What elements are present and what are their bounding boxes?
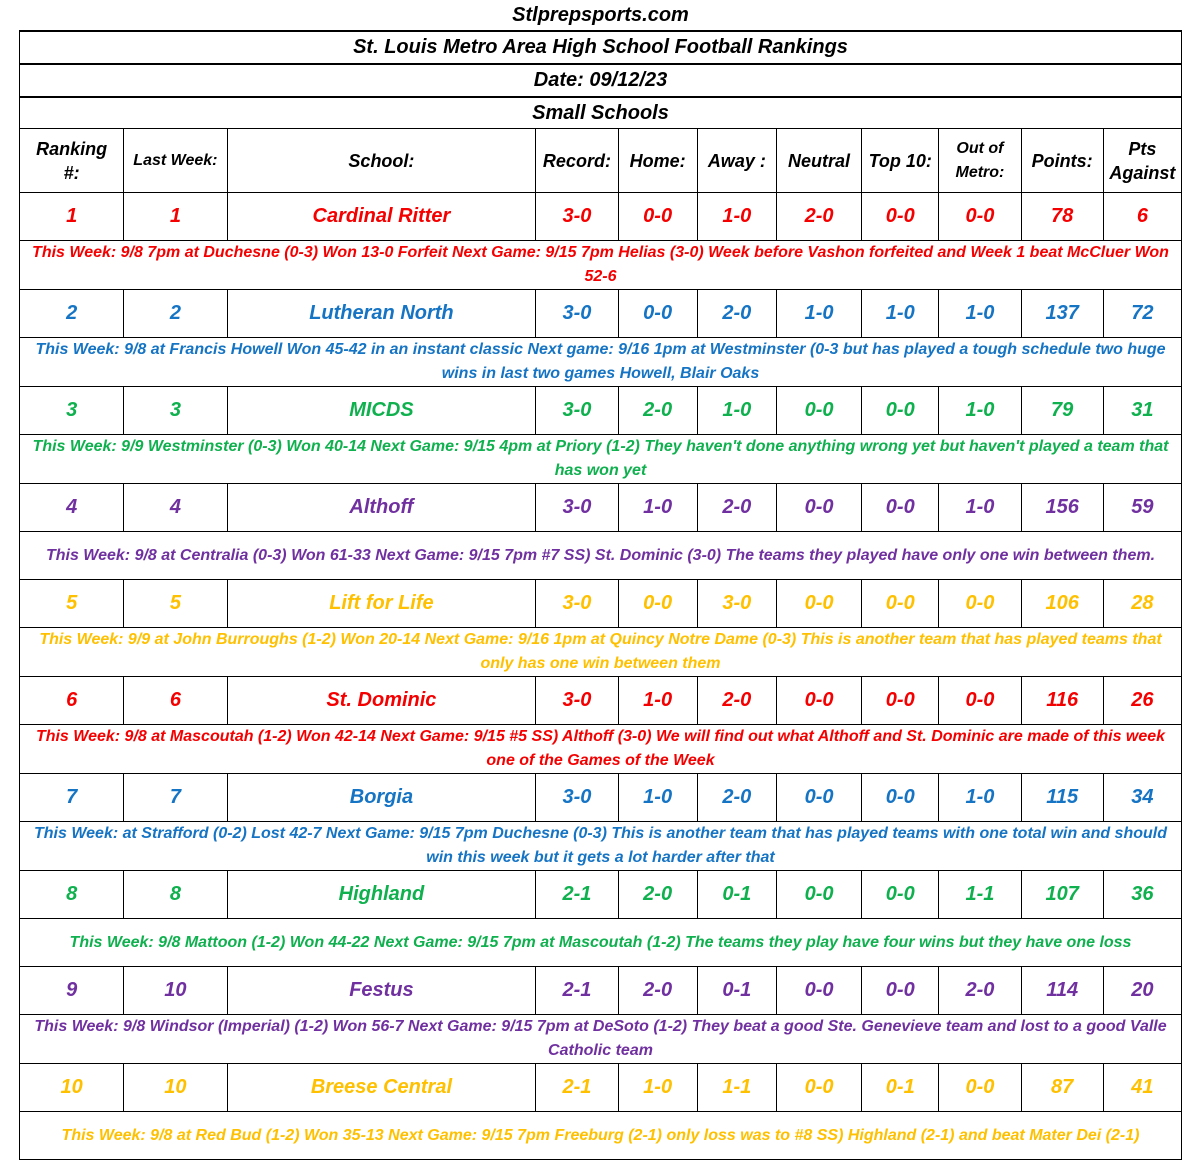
- home-cell: 0-0: [618, 580, 697, 628]
- away-cell: 2-0: [697, 290, 776, 338]
- out-of-metro-cell: 1-0: [939, 484, 1021, 532]
- rankings-body: [20, 193, 1182, 1160]
- away-cell: 0-1: [697, 871, 776, 919]
- rank-cell: 5: [20, 580, 124, 628]
- record-cell: 3-0: [536, 677, 618, 725]
- record-cell: 3-0: [536, 193, 618, 241]
- pts-against-cell: 6: [1103, 193, 1181, 241]
- team-note-row: [20, 822, 1182, 871]
- division-title: Small Schools: [20, 97, 1182, 129]
- away-cell: 3-0: [697, 580, 776, 628]
- team-row: [20, 484, 1182, 532]
- record-cell: 3-0: [536, 484, 618, 532]
- school-cell: Highland: [227, 871, 536, 919]
- away-cell: 2-0: [697, 774, 776, 822]
- team-note: This Week: 9/9 Westminster (0-3) Won 40-14 Next Game: 9/15 4pm at Priory (1-2) They haven't done anything wrong yet but haven't played a team that has won yet: [20, 435, 1182, 484]
- rank-cell: 9: [20, 967, 124, 1015]
- points-cell: 106: [1021, 580, 1103, 628]
- rank-cell: 1: [20, 193, 124, 241]
- record-cell: 3-0: [536, 290, 618, 338]
- last-week-cell: 3: [124, 387, 227, 435]
- top10-cell: 0-0: [862, 871, 939, 919]
- team-note-row: [20, 241, 1182, 290]
- out-of-metro-cell: 1-0: [939, 290, 1021, 338]
- team-row: [20, 1064, 1182, 1112]
- away-cell: 1-0: [697, 193, 776, 241]
- neutral-cell: 0-0: [776, 1064, 861, 1112]
- col-out-of-metro: Out of Metro:: [939, 129, 1021, 193]
- team-row: [20, 580, 1182, 628]
- neutral-cell: 0-0: [776, 967, 861, 1015]
- points-cell: 115: [1021, 774, 1103, 822]
- col-home: Home:: [618, 129, 697, 193]
- points-cell: 87: [1021, 1064, 1103, 1112]
- home-cell: 2-0: [618, 387, 697, 435]
- top10-cell: 1-0: [862, 290, 939, 338]
- out-of-metro-cell: 0-0: [939, 580, 1021, 628]
- points-cell: 78: [1021, 193, 1103, 241]
- record-cell: 2-1: [536, 967, 618, 1015]
- school-cell: Breese Central: [227, 1064, 536, 1112]
- pts-against-cell: 36: [1103, 871, 1181, 919]
- pts-against-cell: 59: [1103, 484, 1181, 532]
- out-of-metro-cell: 1-0: [939, 774, 1021, 822]
- team-row: [20, 387, 1182, 435]
- rank-cell: 6: [20, 677, 124, 725]
- points-cell: 137: [1021, 290, 1103, 338]
- col-ranking: Ranking #:: [20, 129, 124, 193]
- col-school: School:: [227, 129, 536, 193]
- points-cell: 116: [1021, 677, 1103, 725]
- pts-against-cell: 34: [1103, 774, 1181, 822]
- col-pts-against: Pts Against: [1103, 129, 1181, 193]
- header-row: [20, 129, 1182, 193]
- team-row: [20, 677, 1182, 725]
- school-cell: Cardinal Ritter: [227, 193, 536, 241]
- team-row: [20, 290, 1182, 338]
- last-week-cell: 7: [124, 774, 227, 822]
- team-note: This Week: 9/9 at John Burroughs (1-2) Won 20-14 Next Game: 9/16 1pm at Quincy Notre Dame (0-3) This is another team that has played teams that only has one win between them: [20, 628, 1182, 677]
- last-week-cell: 1: [124, 193, 227, 241]
- away-cell: 1-1: [697, 1064, 776, 1112]
- team-note: This Week: 9/8 Mattoon (1-2) Won 44-22 Next Game: 9/15 7pm at Mascoutah (1-2) The teams they play have four wins but they have one loss: [20, 919, 1182, 967]
- team-row: [20, 774, 1182, 822]
- team-note-row: [20, 628, 1182, 677]
- out-of-metro-cell: 0-0: [939, 193, 1021, 241]
- title-block: [19, 0, 1182, 129]
- home-cell: 2-0: [618, 871, 697, 919]
- top10-cell: 0-0: [862, 580, 939, 628]
- school-cell: St. Dominic: [227, 677, 536, 725]
- top10-cell: 0-0: [862, 967, 939, 1015]
- pts-against-cell: 28: [1103, 580, 1181, 628]
- pts-against-cell: 31: [1103, 387, 1181, 435]
- rank-cell: 4: [20, 484, 124, 532]
- top10-cell: 0-0: [862, 774, 939, 822]
- top10-cell: 0-0: [862, 677, 939, 725]
- neutral-cell: 1-0: [776, 290, 861, 338]
- top10-cell: 0-0: [862, 484, 939, 532]
- home-cell: 0-0: [618, 290, 697, 338]
- site-name: Stlprepsports.com: [20, 0, 1182, 31]
- school-cell: Festus: [227, 967, 536, 1015]
- last-week-cell: 4: [124, 484, 227, 532]
- rank-cell: 3: [20, 387, 124, 435]
- home-cell: 1-0: [618, 484, 697, 532]
- points-cell: 156: [1021, 484, 1103, 532]
- neutral-cell: 0-0: [776, 871, 861, 919]
- team-note: This Week: 9/8 at Centralia (0-3) Won 61-33 Next Game: 9/15 7pm #7 SS) St. Dominic (3-0) The teams they played have only one win between them.: [20, 532, 1182, 580]
- team-note: This Week: at Strafford (0-2) Lost 42-7 Next Game: 9/15 7pm Duchesne (0-3) This is another team that has played teams with one total win and should win this week but it gets a lot harder after that: [20, 822, 1182, 871]
- out-of-metro-cell: 0-0: [939, 1064, 1021, 1112]
- pts-against-cell: 72: [1103, 290, 1181, 338]
- col-record: Record:: [536, 129, 618, 193]
- out-of-metro-cell: 2-0: [939, 967, 1021, 1015]
- record-cell: 3-0: [536, 774, 618, 822]
- team-note: This Week: 9/8 Windsor (Imperial) (1-2) Won 56-7 Next Game: 9/15 7pm at DeSoto (1-2) They beat a good Ste. Genevieve team and lost to a good Valle Catholic team: [20, 1015, 1182, 1064]
- col-away: Away :: [697, 129, 776, 193]
- team-note-row: [20, 725, 1182, 774]
- ranking-date: Date: 09/12/23: [20, 64, 1182, 97]
- col-top10: Top 10:: [862, 129, 939, 193]
- pts-against-cell: 41: [1103, 1064, 1181, 1112]
- neutral-cell: 0-0: [776, 484, 861, 532]
- top10-cell: 0-0: [862, 387, 939, 435]
- last-week-cell: 10: [124, 1064, 227, 1112]
- away-cell: 2-0: [697, 677, 776, 725]
- col-neutral: Neutral: [776, 129, 861, 193]
- home-cell: 1-0: [618, 774, 697, 822]
- points-cell: 79: [1021, 387, 1103, 435]
- home-cell: 0-0: [618, 193, 697, 241]
- away-cell: 0-1: [697, 967, 776, 1015]
- out-of-metro-cell: 1-1: [939, 871, 1021, 919]
- team-note: This Week: 9/8 7pm at Duchesne (0-3) Won 13-0 Forfeit Next Game: 9/15 7pm Helias (3-0) Week before Vashon forfeited and Week 1 beat McCluer Won 52-6: [20, 241, 1182, 290]
- last-week-cell: 5: [124, 580, 227, 628]
- team-row: [20, 871, 1182, 919]
- record-cell: 2-1: [536, 1064, 618, 1112]
- record-cell: 3-0: [536, 580, 618, 628]
- neutral-cell: 0-0: [776, 580, 861, 628]
- school-cell: MICDS: [227, 387, 536, 435]
- last-week-cell: 6: [124, 677, 227, 725]
- team-note: This Week: 9/8 at Red Bud (1-2) Won 35-13 Next Game: 9/15 7pm Freeburg (2-1) only loss was to #8 SS) Highland (2-1) and beat Mater Dei (2-1): [20, 1112, 1182, 1160]
- team-note-row: [20, 532, 1182, 580]
- pts-against-cell: 26: [1103, 677, 1181, 725]
- away-cell: 2-0: [697, 484, 776, 532]
- neutral-cell: 0-0: [776, 774, 861, 822]
- team-note-row: [20, 338, 1182, 387]
- col-last-week: Last Week:: [124, 129, 227, 193]
- last-week-cell: 8: [124, 871, 227, 919]
- neutral-cell: 0-0: [776, 677, 861, 725]
- team-note-row: [20, 919, 1182, 967]
- away-cell: 1-0: [697, 387, 776, 435]
- neutral-cell: 0-0: [776, 387, 861, 435]
- pts-against-cell: 20: [1103, 967, 1181, 1015]
- points-cell: 107: [1021, 871, 1103, 919]
- points-cell: 114: [1021, 967, 1103, 1015]
- last-week-cell: 2: [124, 290, 227, 338]
- rank-cell: 2: [20, 290, 124, 338]
- out-of-metro-cell: 0-0: [939, 677, 1021, 725]
- school-cell: Borgia: [227, 774, 536, 822]
- top10-cell: 0-1: [862, 1064, 939, 1112]
- team-note: This Week: 9/8 at Mascoutah (1-2) Won 42-14 Next Game: 9/15 #5 SS) Althoff (3-0) We will find out what Althoff and St. Dominic are made of this week one of the Games of the Week: [20, 725, 1182, 774]
- team-note: This Week: 9/8 at Francis Howell Won 45-42 in an instant classic Next game: 9/16 1pm at Westminster (0-3 but has played a tough schedule two huge wins in last two games Howell, Blair Oaks: [20, 338, 1182, 387]
- last-week-cell: 10: [124, 967, 227, 1015]
- team-note-row: [20, 435, 1182, 484]
- team-note-row: [20, 1112, 1182, 1160]
- school-cell: Althoff: [227, 484, 536, 532]
- rank-cell: 7: [20, 774, 124, 822]
- top10-cell: 0-0: [862, 193, 939, 241]
- record-cell: 2-1: [536, 871, 618, 919]
- record-cell: 3-0: [536, 387, 618, 435]
- neutral-cell: 2-0: [776, 193, 861, 241]
- page-title: St. Louis Metro Area High School Football Rankings: [20, 31, 1182, 64]
- home-cell: 1-0: [618, 1064, 697, 1112]
- out-of-metro-cell: 1-0: [939, 387, 1021, 435]
- col-points: Points:: [1021, 129, 1103, 193]
- team-row: [20, 967, 1182, 1015]
- rank-cell: 8: [20, 871, 124, 919]
- rankings-table: [19, 128, 1182, 1160]
- rank-cell: 10: [20, 1064, 124, 1112]
- team-note-row: [20, 1015, 1182, 1064]
- school-cell: Lutheran North: [227, 290, 536, 338]
- home-cell: 1-0: [618, 677, 697, 725]
- team-row: [20, 193, 1182, 241]
- school-cell: Lift for Life: [227, 580, 536, 628]
- home-cell: 2-0: [618, 967, 697, 1015]
